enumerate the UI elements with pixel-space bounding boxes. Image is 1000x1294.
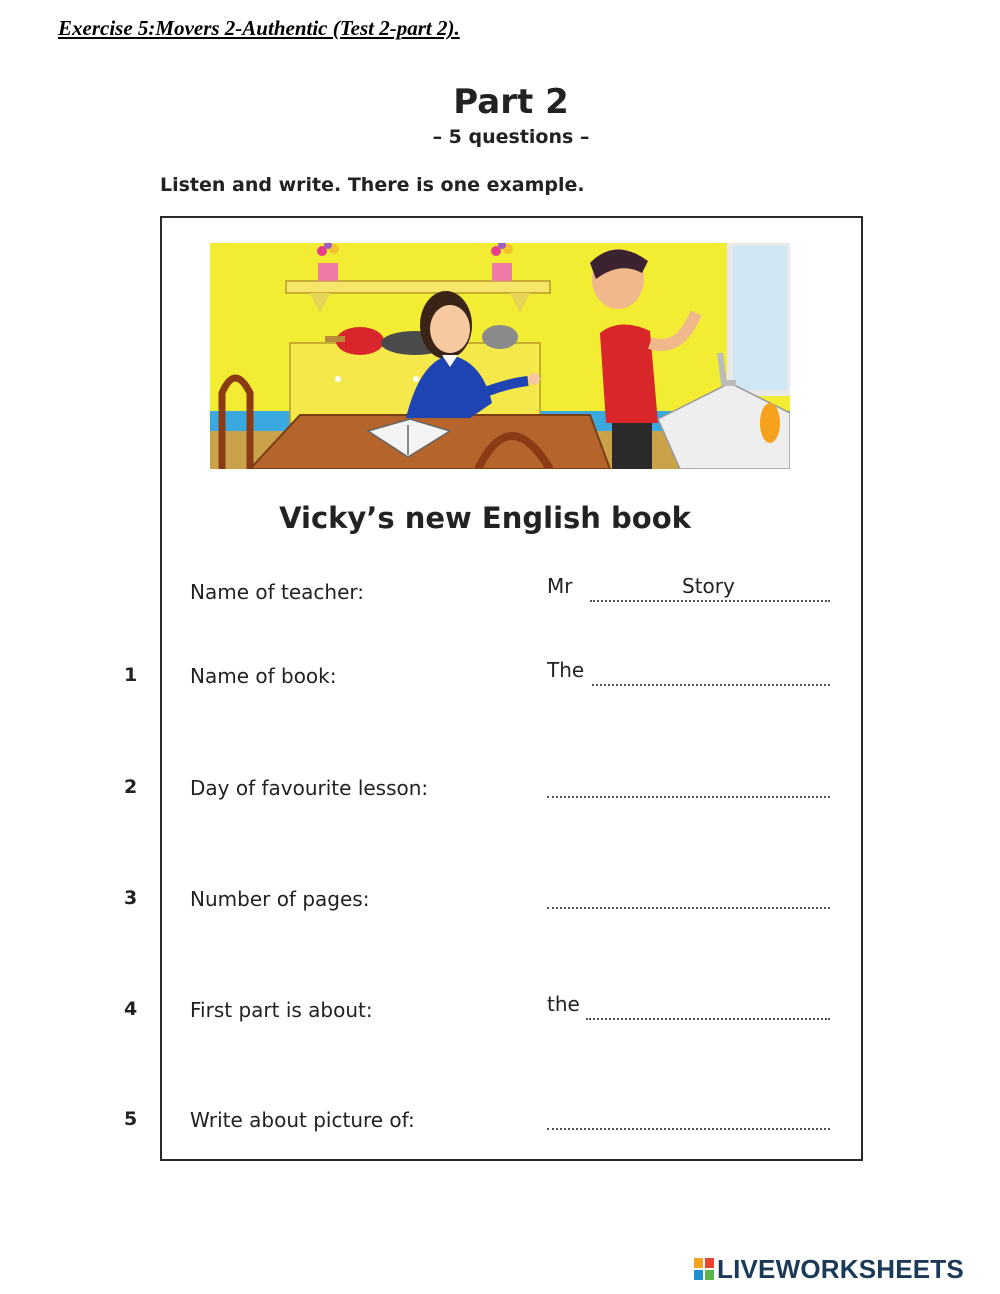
worksheet-title: Vicky’s new English book bbox=[279, 501, 691, 535]
answer-field[interactable] bbox=[547, 796, 830, 798]
example-answer: Story bbox=[682, 574, 735, 598]
question-number: 1 bbox=[124, 664, 138, 686]
question-row bbox=[0, 992, 1000, 1038]
question-label: Write about picture of: bbox=[190, 1108, 415, 1132]
answer-field[interactable] bbox=[586, 1018, 830, 1020]
question-number: 4 bbox=[124, 998, 138, 1020]
liveworksheets-logo-icon bbox=[694, 1258, 714, 1280]
kitchen-illustration bbox=[210, 243, 790, 469]
question-row bbox=[0, 887, 1000, 927]
example-row bbox=[0, 574, 1000, 620]
instruction-text: Listen and write. There is one example. bbox=[160, 174, 585, 196]
exercise-title: Exercise 5:Movers 2-Authentic (Test 2-part 2). bbox=[58, 16, 460, 40]
answer-prefix: the bbox=[547, 992, 580, 1016]
part-title: Part 2 bbox=[453, 82, 569, 122]
liveworksheets-logo[interactable] bbox=[694, 1254, 964, 1284]
question-row bbox=[0, 1108, 1000, 1148]
question-number: 5 bbox=[124, 1108, 138, 1130]
answer-prefix: The bbox=[547, 658, 585, 682]
question-row bbox=[0, 776, 1000, 816]
question-label: First part is about: bbox=[190, 998, 373, 1022]
question-label: Name of book: bbox=[190, 664, 337, 688]
answer-field[interactable] bbox=[547, 907, 830, 909]
example-answer-line bbox=[590, 600, 830, 602]
question-number: 3 bbox=[124, 887, 138, 909]
question-number: 2 bbox=[124, 776, 138, 798]
question-label: Day of favourite lesson: bbox=[190, 776, 429, 800]
part-subtitle: – 5 questions – bbox=[432, 126, 590, 148]
answer-field[interactable] bbox=[547, 1128, 830, 1130]
question-row bbox=[0, 658, 1000, 704]
question-label: Number of pages: bbox=[190, 887, 370, 911]
logo-text: LIVEWORKSHEETS bbox=[717, 1253, 964, 1284]
example-prefix: Mr bbox=[547, 574, 573, 598]
answer-field[interactable] bbox=[592, 684, 830, 686]
example-label: Name of teacher: bbox=[190, 580, 364, 604]
